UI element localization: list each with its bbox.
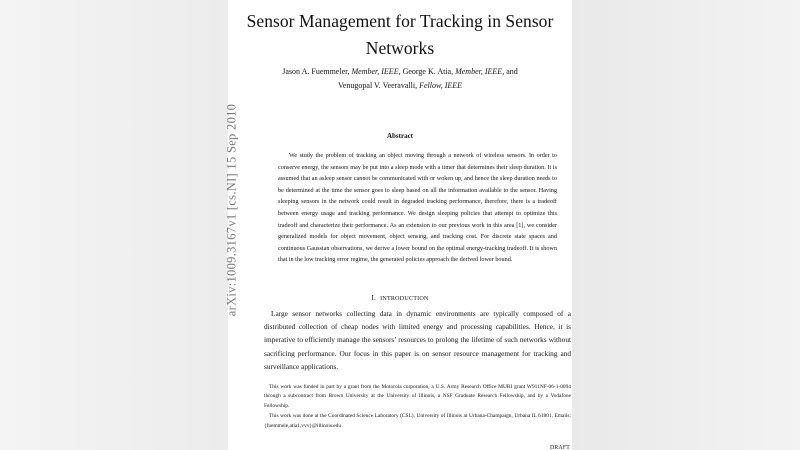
abstract-heading: Abstract — [386, 132, 414, 140]
author-2-name: George K. Atia, — [402, 67, 454, 76]
author-1-role: Member, IEEE — [351, 67, 399, 76]
author-conjunction: and — [506, 67, 518, 76]
author-2-role: Member, IEEE, — [455, 67, 505, 76]
author-list: Jason A. Fuemmeler, Member, IEEE, George K. Atia, Member, IEEE, and Venugopal V. Veeravalli, Fellow, IEEE — [282, 67, 518, 90]
viewer-background-right — [572, 0, 800, 450]
document-page — [228, 0, 572, 450]
arxiv-identifier: arXiv:1009.3167v1 [cs.NI] 15 Sep 2010 — [224, 103, 239, 317]
footnotes — [264, 383, 571, 432]
section-heading — [228, 293, 572, 302]
section-title: INTRODUCTION — [380, 296, 429, 302]
abstract-body: We study the problem of tracking an object moving through a network of wireless sensors. In order to conserve energy, the sensors may be put into a sleep mode with a timer that determines their sleep duration. It is assumed that an asleep sensor cannot be communicated with or woken up, and hence the sleep duration needs to be determined at the time the sensor goes to sleep based on all the information available to the sensor. Having sleeping sensors in the network could result in degraded tracking performance, therefore, there is a tradeoff between energy usage and tracking performance. We design sleeping policies that attempt to optimize this tradeoff and characterize their performance. As an extension to our previous work in this area [1], we consider generalized models for object movement, object sensing, and tracking cost. For discrete state spaces and continuous Gaussian observations, we derive a lower bound on the optimal energy-tracking tradeoff. It is shown that in the low tracking error regime, the generated policies approach the derived lower bound. — [278, 152, 557, 264]
paper-title: Sensor Management for Tracking in Sensor Networks — [246, 11, 554, 58]
author-3-role: Fellow, IEEE — [419, 81, 463, 90]
draft-label: DRAFT — [549, 445, 570, 450]
author-3-name: Venugopal V. Veeravalli, — [337, 81, 418, 90]
intro-paragraph: Large sensor networks collecting data in dynamic environments are typically composed of a distributed collection of cheap nodes with limited energy and processing capabilities. Hence, it is imperative to efficiently manage the sensors’ resources to prolong the lifetime of such networks without sacrificing performance. Our focus in this paper is on sensor resource management for tracking and surveillance applications. — [264, 309, 571, 371]
viewer-background-left — [0, 0, 228, 450]
footnote-funding: This work was funded in part by a grant from the Motorola corporation, a U.S. Army Research Office MURI grant W911NF-06-1-0094 through a subcontract from Brown University at the University of Illinois, a NSF Graduate Research Fellowship, and by a Vodafone Fellowship. — [264, 384, 571, 409]
footnote-affiliation: This work was done at the Coordinated Science Laboratory (CSL), University of Illinois at Urbana-Champaign, Urbana IL 61801, Emails: {fuemmele,atia1,vvv}@illinois.edu — [264, 413, 571, 429]
section-number: I. — [371, 293, 377, 302]
author-1-name: Jason A. Fuemmeler, — [282, 67, 350, 76]
